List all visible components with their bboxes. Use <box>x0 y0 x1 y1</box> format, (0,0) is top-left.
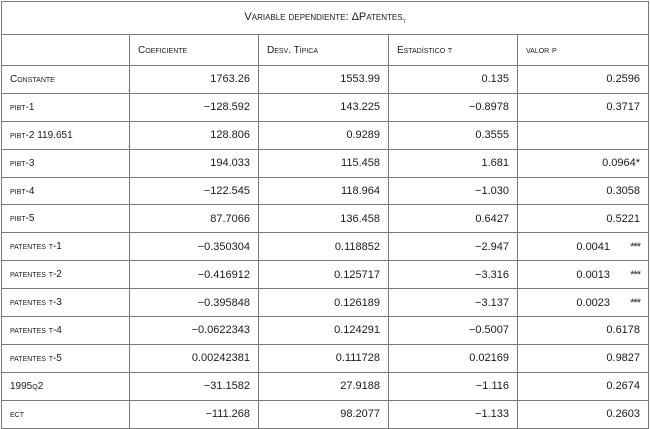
table-row <box>2 149 649 177</box>
table-row <box>2 372 649 400</box>
coeficiente-cell: 0.00242381 <box>130 344 259 372</box>
table-row <box>2 121 649 149</box>
estadistico-t-cell: −2.947 <box>389 233 518 261</box>
valor-p-cell <box>518 261 649 289</box>
header-blank-cell <box>2 35 130 66</box>
coeficiente-cell: 87.7066 <box>130 205 259 233</box>
coeficiente-cell: 194.033 <box>130 149 259 177</box>
significance-stars: *** <box>630 268 641 281</box>
coeficiente-cell: −128.592 <box>130 93 259 121</box>
coeficiente-cell: −0.395848 <box>130 289 259 317</box>
valor-p-value: 0.3058 <box>606 185 641 197</box>
desv-tipica-cell: 0.125717 <box>259 261 389 289</box>
valor-p-cell <box>518 344 649 372</box>
desv-tipica-cell: 27.9188 <box>259 372 389 400</box>
valor-p-cell <box>518 400 649 428</box>
estadistico-t-cell: −0.5007 <box>389 317 518 345</box>
coeficiente-cell: −0.0622343 <box>130 317 259 345</box>
table-row <box>2 261 649 289</box>
coeficiente-cell: 128.806 <box>130 121 259 149</box>
row-label: pibt-2 119.651 <box>2 121 130 149</box>
coeficiente-cell: −122.545 <box>130 177 259 205</box>
table-title <box>2 2 649 35</box>
desv-tipica-cell: 0.118852 <box>259 233 389 261</box>
coeficiente-cell: −0.350304 <box>130 233 259 261</box>
significance-stars: *** <box>630 240 641 253</box>
valor-p-cell <box>518 66 649 94</box>
table-row <box>2 177 649 205</box>
table-row <box>2 233 649 261</box>
table-row <box>2 205 649 233</box>
row-label: Constante <box>2 66 130 94</box>
estadistico-t-cell: 0.6427 <box>389 205 518 233</box>
header-desv-tipica: Desv. Típica <box>259 35 389 66</box>
row-label: patentes t-3 <box>2 289 130 317</box>
row-label: ect <box>2 400 130 428</box>
desv-tipica-cell: 0.111728 <box>259 344 389 372</box>
header-estadistico-t: Estadístico t <box>389 35 518 66</box>
table-row <box>2 344 649 372</box>
desv-tipica-cell: 115.458 <box>259 149 389 177</box>
valor-p-value: 0.2603 <box>606 408 641 421</box>
coeficiente-cell: −0.416912 <box>130 261 259 289</box>
row-label: 1995q2 <box>2 372 130 400</box>
table-row <box>2 289 649 317</box>
row-label: patentes t-1 <box>2 233 130 261</box>
estadistico-t-cell: 1.681 <box>389 149 518 177</box>
row-label: patentes t-5 <box>2 344 130 372</box>
estadistico-t-cell: −1.116 <box>389 372 518 400</box>
valor-p-value: 0.2674 <box>606 380 641 393</box>
row-label: pibt-1 <box>2 93 130 121</box>
valor-p-value: 0.0041 <box>576 240 611 253</box>
desv-tipica-cell: 0.126189 <box>259 289 389 317</box>
estadistico-t-cell: 0.02169 <box>389 344 518 372</box>
row-label: pibt-5 <box>2 205 130 233</box>
desv-tipica-cell: 136.458 <box>259 205 389 233</box>
valor-p-cell <box>518 205 649 233</box>
row-label: pibt-4 <box>2 177 130 205</box>
row-label: patentes t-4 <box>2 317 130 345</box>
valor-p-value: 0.5221 <box>606 212 641 225</box>
valor-p-value: 0.9827 <box>606 352 641 365</box>
estadistico-t-cell: −1.133 <box>389 400 518 428</box>
row-label: patentes t-2 <box>2 261 130 289</box>
header-coeficiente: Coeficiente <box>130 35 259 66</box>
regression-results-table <box>1 1 649 429</box>
desv-tipica-cell: 0.9289 <box>259 121 389 149</box>
table-title-text: Variable dependiente: ΔPatentes <box>244 10 403 23</box>
estadistico-t-cell: 0.3555 <box>389 121 518 149</box>
table-body <box>2 66 649 429</box>
estadistico-t-cell: −0.8978 <box>389 93 518 121</box>
desv-tipica-cell: 0.124291 <box>259 317 389 345</box>
table-row <box>2 66 649 94</box>
table-title-subscript: t <box>402 18 406 26</box>
valor-p-cell <box>518 372 649 400</box>
table-row <box>2 400 649 428</box>
desv-tipica-cell: 143.225 <box>259 93 389 121</box>
estadistico-t-cell: −1.030 <box>389 177 518 205</box>
valor-p-cell <box>518 121 649 149</box>
estadistico-t-cell: 0.135 <box>389 66 518 94</box>
coeficiente-cell: −31.1582 <box>130 372 259 400</box>
estadistico-t-cell: −3.137 <box>389 289 518 317</box>
coeficiente-cell: 1763.26 <box>130 66 259 94</box>
valor-p-value: 0.6178 <box>606 324 641 337</box>
desv-tipica-cell: 1553.99 <box>259 66 389 94</box>
valor-p-value: 0.2596 <box>606 73 641 86</box>
valor-p-value: 0.0013 <box>576 268 611 281</box>
row-label: pibt-3 <box>2 149 130 177</box>
valor-p-cell <box>518 317 649 345</box>
valor-p-cell <box>518 233 649 261</box>
valor-p-value: 0.3717 <box>606 101 641 114</box>
desv-tipica-cell: 98.2077 <box>259 400 389 428</box>
estadistico-t-cell: −3.316 <box>389 261 518 289</box>
valor-p-cell <box>518 289 649 317</box>
valor-p-cell <box>518 93 649 121</box>
coeficiente-cell: −111.268 <box>130 400 259 428</box>
desv-tipica-cell: 118.964 <box>259 177 389 205</box>
header-valor-p: valor p <box>518 35 649 66</box>
column-header-row <box>2 35 649 66</box>
valor-p-value: 0.0964* <box>602 157 641 170</box>
table-title-row <box>2 2 649 35</box>
table-row <box>2 317 649 345</box>
valor-p-cell <box>518 149 649 177</box>
significance-stars: *** <box>630 296 641 309</box>
valor-p-cell <box>518 177 649 205</box>
table-row <box>2 93 649 121</box>
valor-p-value: 0.0023 <box>576 296 611 309</box>
